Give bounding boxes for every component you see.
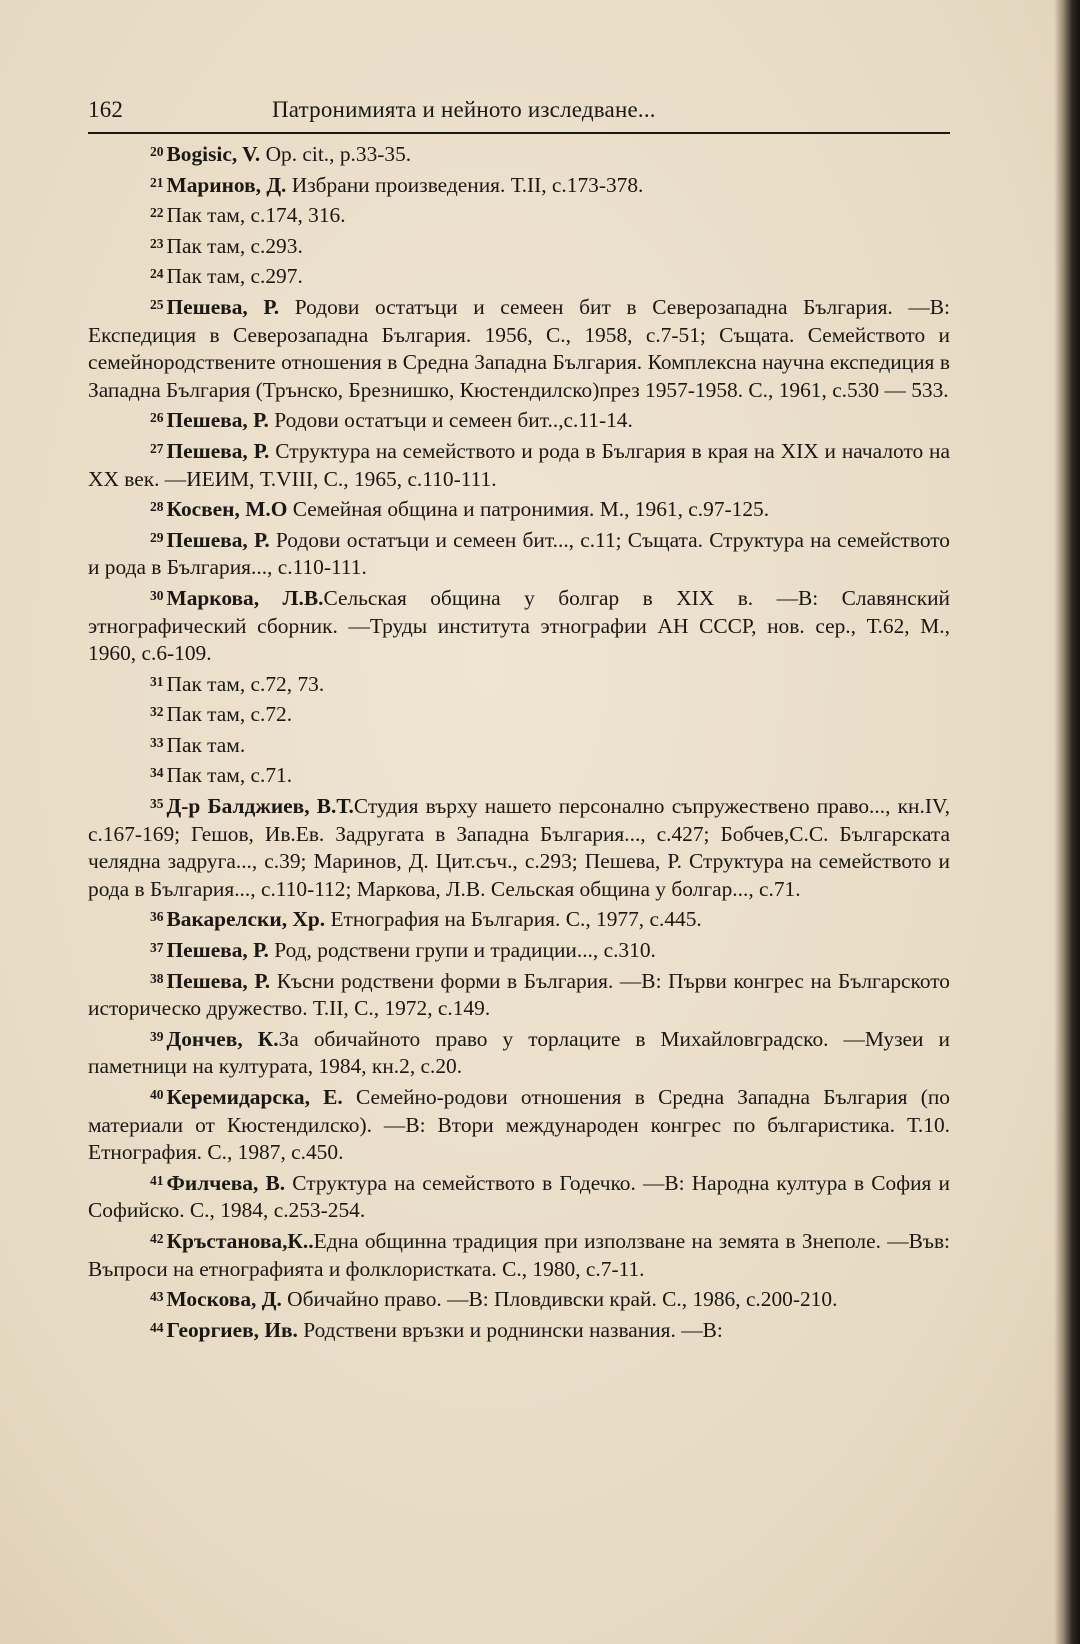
endnote-text: Пак там, с.72. — [166, 702, 293, 727]
endnote — [88, 1314, 950, 1345]
header-rule — [88, 132, 950, 134]
endnote-number: 32 — [150, 704, 164, 720]
endnote-number: 28 — [150, 499, 164, 515]
endnote-author: Кръстанова,К.. — [166, 1228, 314, 1253]
endnote-author: Маринов, Д. — [166, 172, 287, 197]
endnote-number: 27 — [150, 440, 164, 456]
endnote-author: Дончев, К. — [166, 1026, 279, 1051]
endnote — [88, 729, 950, 760]
endnote-number: 21 — [150, 174, 164, 190]
endnotes-list — [88, 138, 950, 1344]
endnote — [88, 260, 950, 291]
endnote-text: За обичайното право у торлаците в Михайловградско. —Музеи и паметници на културата, 1984, кн.2, с.20. — [88, 1026, 950, 1079]
endnote-text: Структура на семейството и рода в България в края на XIX и началото на XX век. —ИЕИМ, Т.VIII, С., 1965, с.110-111. — [88, 438, 951, 491]
endnote-number: 30 — [150, 587, 164, 603]
endnote — [88, 404, 950, 435]
endnote-text: Късни родствени форми в България. —В: Първи конгрес на Българското историческо дружество. Т.II, С., 1972, с.149. — [88, 968, 950, 1021]
endnote-number: 23 — [150, 235, 164, 251]
endnote-author: Филчева, В. — [166, 1170, 286, 1195]
endnote-text: Избрани произведения. Т.II, с.173-378. — [286, 172, 644, 197]
endnote-text: Родови остатъци и семеен бит в Северозападна България. —В: Експедиция в Северозападна България. 1956, С., 1958, с.7-51; Същата. Семейството и семейнородствените отношения в Средна Западна България. Комплексна научна експедиция в Западна България (Трънско, Брезнишко, Кюстендилско)през 1957-1958. С., 1961, с.530 — 533. — [88, 294, 950, 402]
endnote-number: 31 — [150, 673, 164, 689]
endnote-text: Семейно-родови отношения в Средна Западна България (по материали от Кюстендилско). —В: Втори международен конгрес по българистика. Т.10. Етнография. С., 1987, с.450. — [88, 1085, 951, 1165]
endnote-text: Студия върху нашето персонално съпружествено право..., кн.IV, с.167-169; Гешов, Ив.Ев. Задругата в Западна България..., с.427; Бобчев,С.С. Българската челядна задруга..., с.39; Маринов, Д. Цит.съч., с.293; Пешева, Р. Структура на семейството и рода в България..., с.110-112; Маркова, Л.В. Сельская община у болгар..., с.71. — [88, 794, 950, 901]
endnote-number: 35 — [150, 796, 164, 812]
endnote — [88, 934, 950, 965]
endnote-text: Сельская община у болгар в XIX в. —В: Славянский этнографический сборник. —Труды института этнографии АН СССР, нов. сер., Т.62, М., 1960, с.6-109. — [88, 585, 950, 666]
endnote-text: Род, родствени групи и традиции..., с.310. — [268, 938, 656, 963]
endnote-text: Пак там, с.297. — [166, 264, 303, 289]
page-number: 162 — [88, 97, 124, 122]
endnote-author: Керемидарска, Е. — [166, 1085, 343, 1109]
endnote — [88, 169, 950, 200]
endnote-author: Пешева, Р. — [166, 938, 269, 963]
endnote-author: Вакарелски, Хр. — [166, 907, 326, 932]
endnote-author: Пешева, Р. — [166, 527, 270, 552]
endnote-author: Д-р Балджиев, В.Т. — [166, 794, 354, 819]
endnote-number: 41 — [150, 1172, 164, 1188]
endnote — [88, 903, 950, 934]
endnote — [88, 138, 950, 169]
endnote — [88, 1023, 950, 1081]
endnote-number: 36 — [150, 909, 164, 925]
endnote-author: Косвен, М.О — [166, 497, 288, 522]
endnote-number: 33 — [150, 734, 164, 750]
endnote — [88, 668, 950, 699]
endnote-number: 20 — [150, 144, 164, 159]
endnote — [88, 1225, 950, 1283]
endnote-author: Пешева, Р. — [166, 408, 269, 433]
endnote-text: Op. cit., p.33-35. — [260, 142, 412, 166]
endnote-author: Пешева, Р. — [166, 294, 280, 319]
endnote-text: Пак там, с.72, 73. — [166, 671, 325, 696]
endnote-number: 29 — [150, 529, 164, 545]
endnote-number: 22 — [150, 205, 164, 221]
endnote-text: Етнография на България. С., 1977, с.445. — [325, 907, 702, 932]
endnote — [88, 199, 950, 230]
endnote-number: 42 — [150, 1230, 164, 1246]
endnote-number: 43 — [150, 1289, 164, 1305]
running-title: Патронимията и нейното изследване... — [272, 97, 656, 122]
endnote-number: 24 — [150, 266, 164, 282]
endnote-number: 34 — [150, 765, 164, 781]
endnote-number: 38 — [150, 970, 164, 986]
endnote-number: 25 — [150, 296, 164, 312]
endnote-text: Пак там, с.174, 316. — [166, 203, 346, 228]
endnote-text: Обичайно право. —В: Пловдивски край. С., 1986, с.200-210. — [281, 1287, 838, 1312]
endnote-author: Москова, Д. — [166, 1287, 282, 1312]
endnote-text: Родствени връзки и роднински названия. —В: — [297, 1317, 723, 1342]
endnote-author: Пешева, Р. — [166, 968, 271, 993]
endnote — [88, 759, 950, 790]
page-header — [88, 92, 950, 132]
endnote-text: Една общинна традиция при използване на земята в Знеполе. —Във: Въпроси на етнографията и фолклористката. С., 1980, с.7-11. — [88, 1228, 950, 1281]
endnote-author: Bogisic, V. — [166, 142, 261, 166]
endnote-text: Пак там, с.71. — [166, 763, 293, 788]
endnote-number: 26 — [150, 410, 164, 426]
endnote — [88, 493, 950, 524]
endnote — [88, 1167, 950, 1225]
endnote — [88, 698, 950, 729]
endnote-author: Георгиев, Ив. — [166, 1317, 298, 1342]
endnote — [88, 582, 950, 668]
endnote-text: Структура на семейството в Годечко. —В: Народна култура в София и Софийско. С., 1984, с.253-254. — [88, 1170, 950, 1223]
endnote — [88, 965, 950, 1023]
endnote — [88, 1283, 950, 1314]
endnote — [88, 790, 950, 903]
endnote — [88, 435, 950, 493]
endnote-text: Семейная община и патронимия. М., 1961, с.97-125. — [287, 497, 770, 522]
endnote-number: 44 — [150, 1319, 164, 1335]
endnote-text: Родови остатъци и семеен бит..,с.11-14. — [268, 408, 633, 433]
endnote-author: Маркова, Л.В. — [166, 585, 324, 610]
endnote-text: Пак там, с.293. — [166, 233, 303, 258]
endnote-text: Пак там. — [166, 732, 246, 757]
endnote — [88, 524, 950, 582]
endnote — [88, 230, 950, 261]
book-spine-shadow — [1054, 0, 1080, 1644]
endnote — [88, 1081, 950, 1167]
endnote-text: Родови остатъци и семеен бит..., с.11; Същата. Структура на семейството и рода в България..., с.110-111. — [88, 527, 950, 580]
endnote-number: 39 — [150, 1028, 164, 1044]
endnote-author: Пешева, Р. — [166, 438, 270, 463]
endnote-number: 40 — [150, 1087, 164, 1102]
endnote-number: 37 — [150, 940, 164, 956]
endnote — [88, 291, 950, 404]
